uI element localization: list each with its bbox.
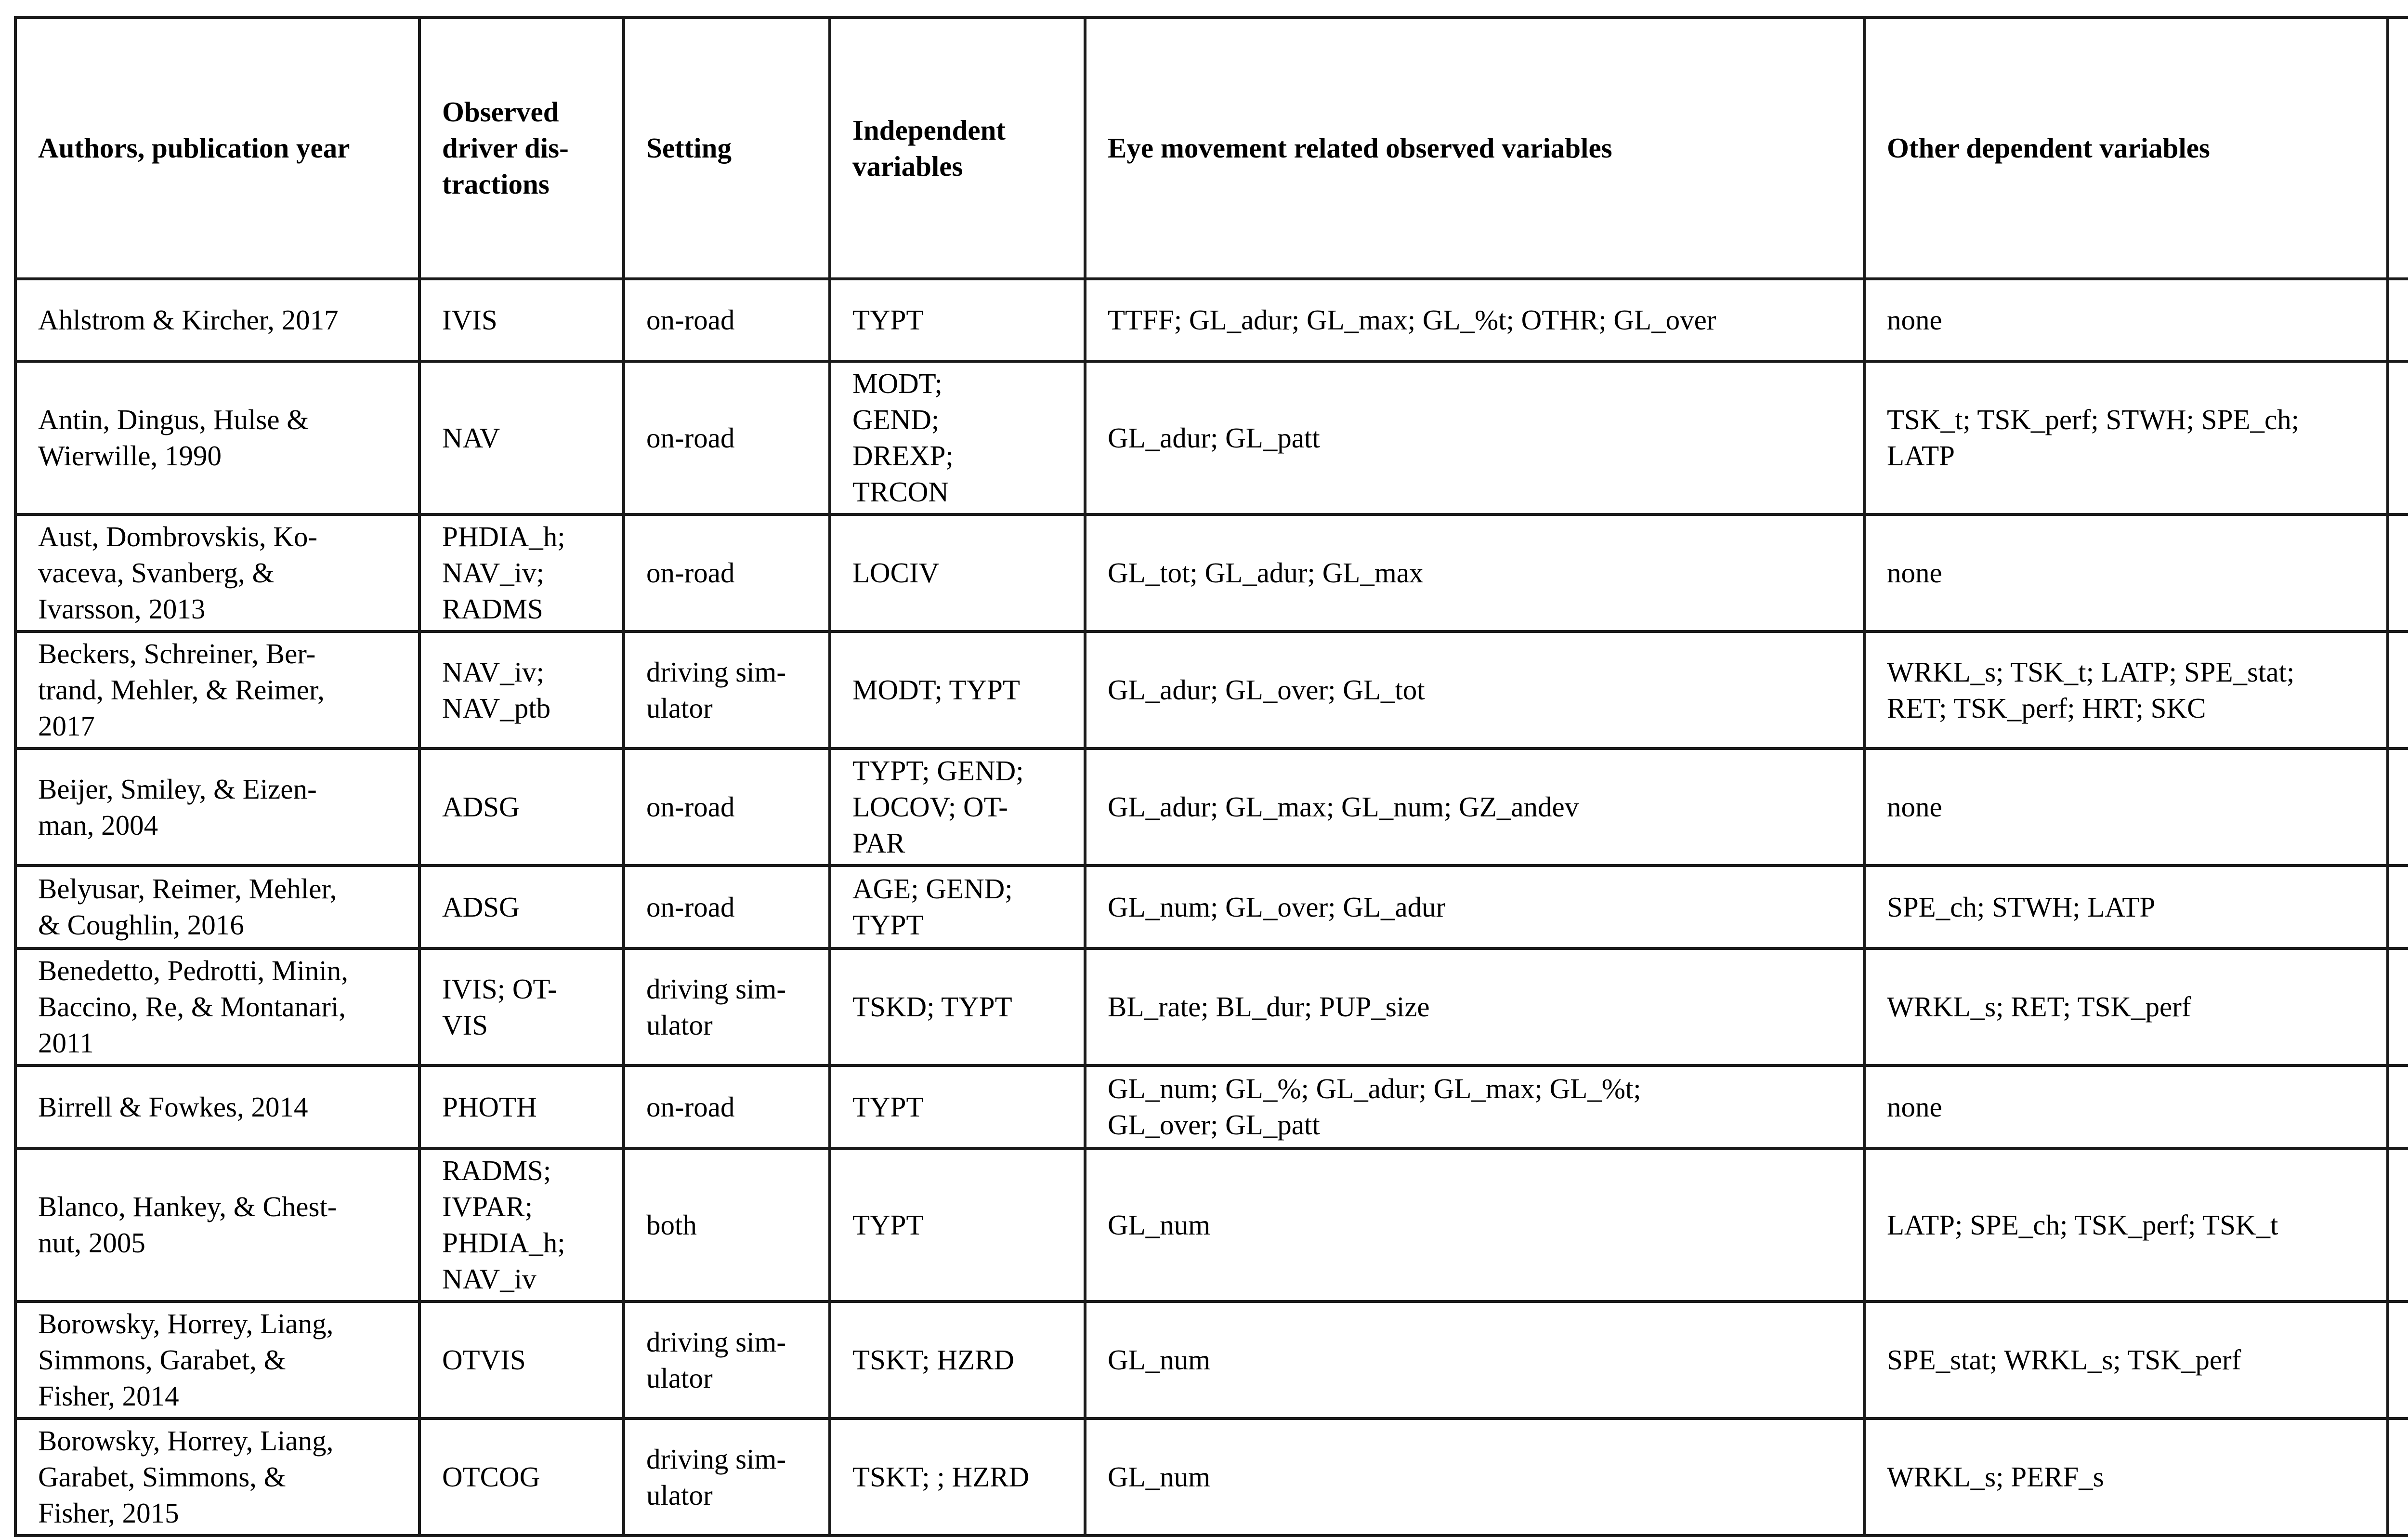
- cell-distractions: OTVIS: [419, 1301, 624, 1419]
- cell-eye-movement-variables: BL_rate; BL_dur; PUP_size: [1085, 948, 1864, 1065]
- cell-setting: on-road: [624, 866, 830, 948]
- cell-distractions: IVIS: [419, 279, 624, 361]
- cell-distractions: IVIS; OT- VIS: [419, 948, 624, 1065]
- cell-setting: on-road: [624, 279, 830, 361]
- cell-authors: Borowsky, Horrey, Liang, Simmons, Garabet, & Fisher, 2014: [15, 1301, 419, 1419]
- cell-eye-movement-variables: GL_tot; GL_adur; GL_max: [1085, 514, 1864, 631]
- cell-eye-movement-variables: GL_adur; GL_max; GL_num; GZ_andev: [1085, 749, 1864, 866]
- table-row: [15, 514, 2408, 631]
- table-row: [15, 749, 2408, 866]
- cell-participants: [2388, 1065, 2408, 1148]
- cell-other-dependent-variables: TSK_t; TSK_perf; STWH; SPE_ch; LATP: [1864, 361, 2388, 514]
- cell-other-dependent-variables: SPE_stat; WRKL_s; TSK_perf: [1864, 1301, 2388, 1419]
- cell-authors: Blanco, Hankey, & Chest- nut, 2005: [15, 1148, 419, 1301]
- cell-distractions: ADSG: [419, 866, 624, 948]
- cell-other-dependent-variables: none: [1864, 1065, 2388, 1148]
- table-row: [15, 1419, 2408, 1536]
- cell-authors: Antin, Dingus, Hulse & Wierwille, 1990: [15, 361, 419, 514]
- table-row: [15, 361, 2408, 514]
- cell-independent-variables: TYPT: [830, 1065, 1085, 1148]
- cell-eye-movement-variables: GL_num; GL_over; GL_adur: [1085, 866, 1864, 948]
- cell-independent-variables: MODT; GEND; DREXP; TRCON: [830, 361, 1085, 514]
- cell-independent-variables: MODT; TYPT: [830, 631, 1085, 749]
- cell-other-dependent-variables: LATP; SPE_ch; TSK_perf; TSK_t: [1864, 1148, 2388, 1301]
- cell-setting: both: [624, 1148, 830, 1301]
- cell-independent-variables: TSKT; ; HZRD: [830, 1419, 1085, 1536]
- table-row: [15, 1065, 2408, 1148]
- cell-other-dependent-variables: none: [1864, 749, 2388, 866]
- header-participants: [2388, 17, 2408, 279]
- table-row: [15, 279, 2408, 361]
- cell-authors: Beckers, Schreiner, Ber- trand, Mehler, & Reimer, 2017: [15, 631, 419, 749]
- cell-other-dependent-variables: none: [1864, 279, 2388, 361]
- cell-distractions: ADSG: [419, 749, 624, 866]
- cell-setting: driving sim- ulator: [624, 1301, 830, 1419]
- table-row: [15, 866, 2408, 948]
- cell-distractions: PHDIA_h; NAV_iv; RADMS: [419, 514, 624, 631]
- cell-other-dependent-variables: WRKL_s; RET; TSK_perf: [1864, 948, 2388, 1065]
- cell-participants: [2388, 749, 2408, 866]
- header-independent-variables: Independent variables: [830, 17, 1085, 279]
- cell-participants: [2388, 514, 2408, 631]
- header-setting: Setting: [624, 17, 830, 279]
- cell-distractions: RADMS; IVPAR; PHDIA_h; NAV_iv: [419, 1148, 624, 1301]
- cell-eye-movement-variables: GL_num: [1085, 1419, 1864, 1536]
- header-distractions: Observed driver dis- tractions: [419, 17, 624, 279]
- cell-other-dependent-variables: WRKL_s; TSK_t; LATP; SPE_stat; RET; TSK_perf; HRT; SKC: [1864, 631, 2388, 749]
- cell-setting: driving sim- ulator: [624, 631, 830, 749]
- cell-setting: driving sim- ulator: [624, 948, 830, 1065]
- cell-setting: on-road: [624, 1065, 830, 1148]
- cell-setting: driving sim- ulator: [624, 1419, 830, 1536]
- header-eye-movement-variables: Eye movement related observed variables: [1085, 17, 1864, 279]
- studies-table: [14, 16, 2408, 1537]
- cell-participants: [2388, 361, 2408, 514]
- cell-participants: [2388, 1419, 2408, 1536]
- cell-other-dependent-variables: WRKL_s; PERF_s: [1864, 1419, 2388, 1536]
- cell-participants: [2388, 279, 2408, 361]
- cell-authors: Belyusar, Reimer, Mehler, & Coughlin, 2016: [15, 866, 419, 948]
- cell-authors: Benedetto, Pedrotti, Minin, Baccino, Re, & Montanari, 2011: [15, 948, 419, 1065]
- table-row: [15, 948, 2408, 1065]
- table-header-row: [15, 17, 2408, 279]
- cell-authors: Aust, Dombrovskis, Ko- vaceva, Svanberg, & Ivarsson, 2013: [15, 514, 419, 631]
- cell-authors: Beijer, Smiley, & Eizen- man, 2004: [15, 749, 419, 866]
- cell-independent-variables: TSKD; TYPT: [830, 948, 1085, 1065]
- cell-setting: on-road: [624, 361, 830, 514]
- cell-eye-movement-variables: GL_adur; GL_over; GL_tot: [1085, 631, 1864, 749]
- cell-other-dependent-variables: none: [1864, 514, 2388, 631]
- cell-setting: on-road: [624, 749, 830, 866]
- cell-eye-movement-variables: TTFF; GL_adur; GL_max; GL_%t; OTHR; GL_over: [1085, 279, 1864, 361]
- cell-authors: Ahlstrom & Kircher, 2017: [15, 279, 419, 361]
- header-authors: Authors, publication year: [15, 17, 419, 279]
- cell-setting: on-road: [624, 514, 830, 631]
- cell-independent-variables: TYPT: [830, 1148, 1085, 1301]
- cell-authors: Birrell & Fowkes, 2014: [15, 1065, 419, 1148]
- table-row: [15, 631, 2408, 749]
- cell-participants: [2388, 631, 2408, 749]
- cell-distractions: NAV_iv; NAV_ptb: [419, 631, 624, 749]
- cell-distractions: PHOTH: [419, 1065, 624, 1148]
- cell-authors: Borowsky, Horrey, Liang, Garabet, Simmons, & Fisher, 2015: [15, 1419, 419, 1536]
- cell-other-dependent-variables: SPE_ch; STWH; LATP: [1864, 866, 2388, 948]
- cell-eye-movement-variables: GL_num; GL_%; GL_adur; GL_max; GL_%t; GL_over; GL_patt: [1085, 1065, 1864, 1148]
- cell-independent-variables: TYPT: [830, 279, 1085, 361]
- cell-distractions: NAV: [419, 361, 624, 514]
- studies-table-container: [14, 16, 2408, 1529]
- cell-independent-variables: LOCIV: [830, 514, 1085, 631]
- cell-eye-movement-variables: GL_num: [1085, 1148, 1864, 1301]
- cell-participants: [2388, 948, 2408, 1065]
- table-row: [15, 1301, 2408, 1419]
- cell-participants: [2388, 866, 2408, 948]
- cell-eye-movement-variables: GL_num: [1085, 1301, 1864, 1419]
- cell-independent-variables: AGE; GEND; TYPT: [830, 866, 1085, 948]
- header-other-dependent-variables: Other dependent variables: [1864, 17, 2388, 279]
- cell-eye-movement-variables: GL_adur; GL_patt: [1085, 361, 1864, 514]
- cell-independent-variables: TYPT; GEND; LOCOV; OT- PAR: [830, 749, 1085, 866]
- cell-distractions: OTCOG: [419, 1419, 624, 1536]
- cell-participants: [2388, 1148, 2408, 1301]
- table-row: [15, 1148, 2408, 1301]
- cell-participants: [2388, 1301, 2408, 1419]
- cell-independent-variables: TSKT; HZRD: [830, 1301, 1085, 1419]
